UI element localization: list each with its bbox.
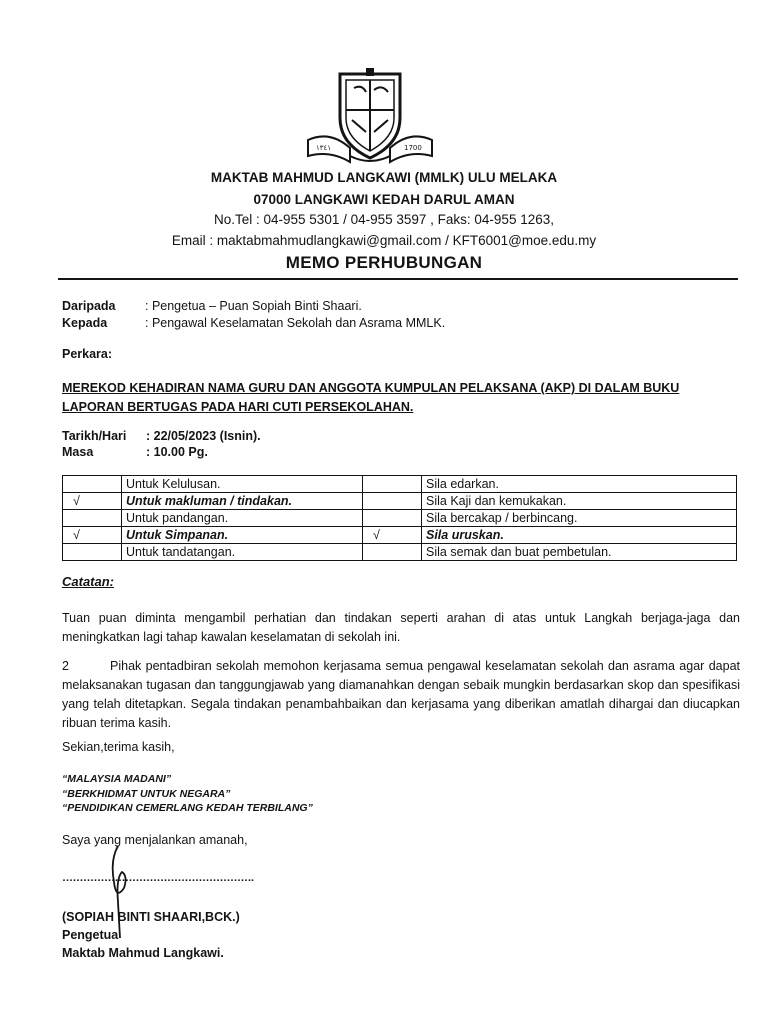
action-mark-right: √ bbox=[363, 527, 422, 544]
from-label: Daripada bbox=[62, 299, 116, 313]
date-value: : 22/05/2023 (Isnin). bbox=[146, 429, 261, 443]
action-mark-right bbox=[363, 510, 422, 527]
action-mark-right bbox=[363, 544, 422, 561]
time-value: : 10.00 Pg. bbox=[146, 445, 208, 459]
time-label: Masa bbox=[62, 445, 94, 459]
crest-year-left: ١٣٤١ bbox=[316, 144, 332, 152]
from-value: : Pengetua – Puan Sopiah Binti Shaari. bbox=[145, 299, 362, 313]
institution-name: MAKTAB MAHMUD LANGKAWI (MMLK) ULU MELAKA bbox=[210, 170, 558, 185]
institution-address: 07000 LANGKAWI KEDAH DARUL AMAN bbox=[253, 192, 515, 207]
action-mark-left bbox=[63, 476, 122, 493]
action-row bbox=[63, 544, 737, 561]
action-label-left: Untuk Simpanan. bbox=[122, 527, 363, 544]
action-label-right: Sila bercakap / berbincang. bbox=[422, 510, 737, 527]
memo-title: MEMO PERHUBUNGAN bbox=[285, 253, 483, 272]
header-divider bbox=[58, 278, 738, 280]
action-row bbox=[63, 527, 737, 544]
notes-heading: Catatan: bbox=[62, 574, 115, 589]
institution-phone: No.Tel : 04-955 5301 / 04-955 3597 , Faks: 04-955 1263, bbox=[214, 212, 554, 227]
action-table bbox=[62, 475, 737, 561]
action-row bbox=[63, 493, 737, 510]
signatory-position: Pengetua bbox=[62, 928, 119, 942]
signature-dotted-line: ………………………………………………. bbox=[62, 872, 254, 884]
action-label-left: Untuk Kelulusan. bbox=[122, 476, 363, 493]
action-mark-left: √ bbox=[63, 527, 122, 544]
action-mark-right bbox=[363, 493, 422, 510]
paragraph-2-text: Pihak pentadbiran sekolah memohon kerjasama semua pengawal keselamatan sekolah dan asrama agar dapat melaksanakan tugasan dan tanggungjawab yang diamanahkan dengan sebaik mungkin berdasarkan skop dan spesifikasi yang telah ditetapkan. Segala tindakan penambahbaikan dan kerjasama yang diberikan amatlah dihargai dan diucapkan ribuan terima kasih. bbox=[62, 659, 740, 730]
slogan-1: “MALAYSIA MADANI” bbox=[62, 773, 172, 785]
action-label-right: Sila semak dan buat pembetulan. bbox=[422, 544, 737, 561]
action-mark-right bbox=[363, 476, 422, 493]
closing-line: Sekian,terima kasih, bbox=[62, 740, 175, 754]
crest-year-right: 1700 bbox=[404, 144, 422, 152]
action-mark-left bbox=[63, 544, 122, 561]
to-value: : Pengawal Keselamatan Sekolah dan Asrama MMLK. bbox=[145, 316, 446, 330]
action-row bbox=[63, 476, 737, 493]
action-label-right: Sila Kaji dan kemukakan. bbox=[422, 493, 737, 510]
handwritten-signature bbox=[104, 842, 134, 942]
notes-paragraph-2 bbox=[62, 657, 740, 733]
slogan-2: “BERKHIDMAT UNTUK NEGARA” bbox=[62, 788, 231, 800]
subject-label: Perkara: bbox=[62, 347, 113, 361]
paragraph-number: 2 bbox=[62, 659, 69, 673]
action-row bbox=[63, 510, 737, 527]
action-mark-left: √ bbox=[63, 493, 122, 510]
action-mark-left bbox=[63, 510, 122, 527]
memo-subject: MEREKOD KEHADIRAN NAMA GURU DAN ANGGOTA KUMPULAN PELAKSANA (AKP) DI DALAM BUKU LAPORAN BERTUGAS PADA HARI CUTI PERSEKOLAHAN. bbox=[62, 381, 680, 414]
institution-email: Email : maktabmahmudlangkawi@gmail.com / KFT6001@moe.edu.my bbox=[171, 233, 597, 248]
school-crest-logo bbox=[300, 66, 440, 170]
action-label-left: Untuk makluman / tindakan. bbox=[122, 493, 363, 510]
action-label-right: Sila uruskan. bbox=[422, 527, 737, 544]
action-label-left: Untuk tandatangan. bbox=[122, 544, 363, 561]
slogan-3: “PENDIDIKAN CEMERLANG KEDAH TERBILANG” bbox=[62, 802, 313, 814]
notes-paragraph-1: Tuan puan diminta mengambil perhatian dan tindakan seperti arahan di atas untuk Langkah berjaga-jaga dan meningkatkan lagi tahap kawalan keselamatan di sekolah ini. bbox=[62, 611, 740, 644]
date-label: Tarikh/Hari bbox=[62, 429, 127, 443]
action-label-left: Untuk pandangan. bbox=[122, 510, 363, 527]
trust-line: Saya yang menjalankan amanah, bbox=[62, 833, 248, 847]
action-label-right: Sila edarkan. bbox=[422, 476, 737, 493]
signatory-school: Maktab Mahmud Langkawi. bbox=[62, 946, 224, 960]
signatory-name: (SOPIAH BINTI SHAARI,BCK.) bbox=[62, 910, 240, 924]
to-label: Kepada bbox=[62, 316, 108, 330]
